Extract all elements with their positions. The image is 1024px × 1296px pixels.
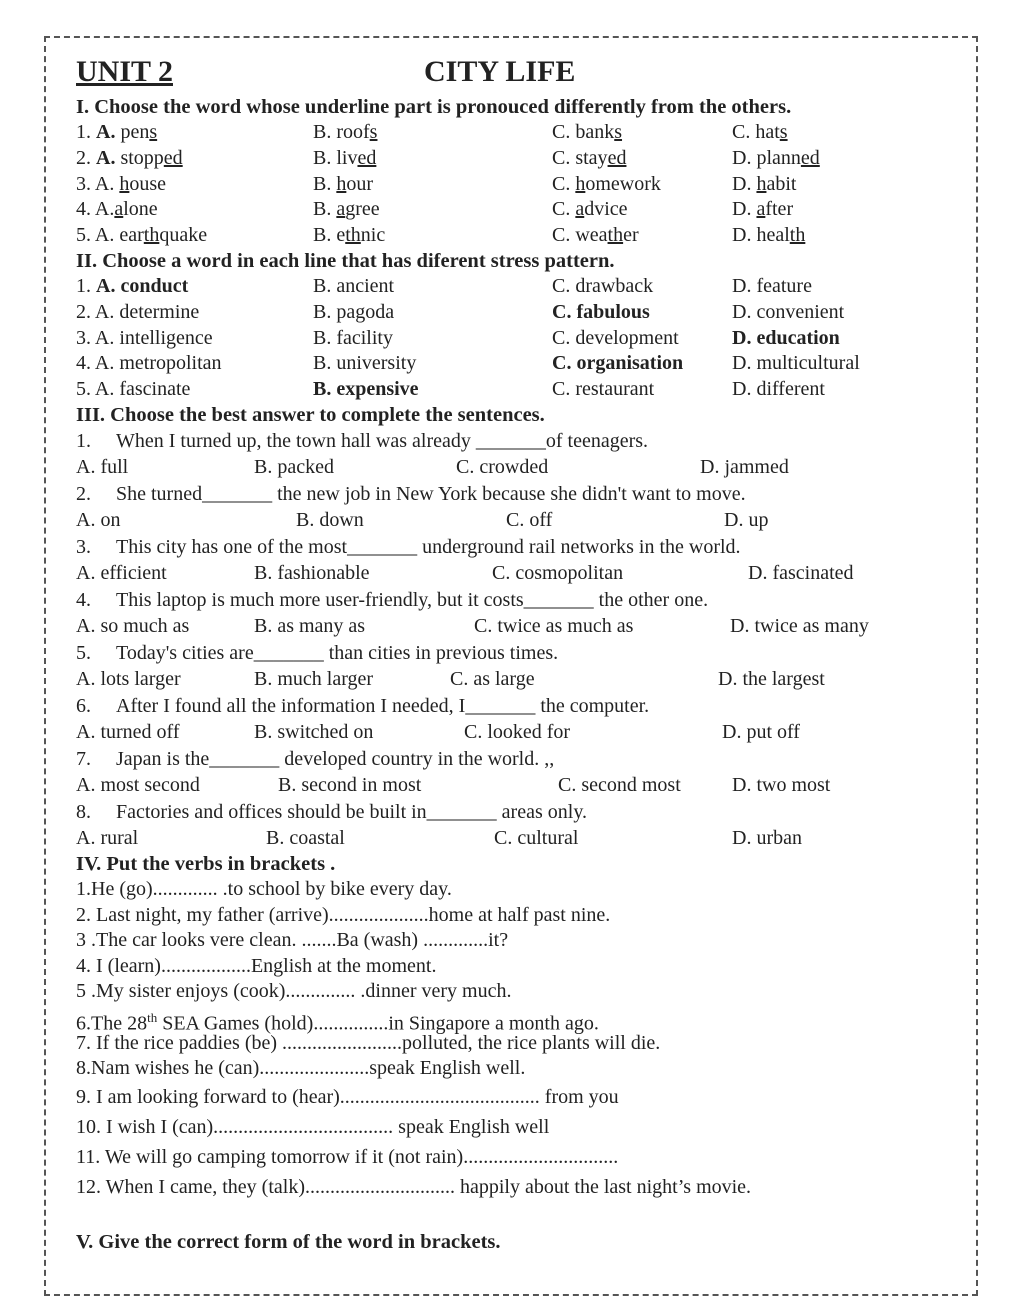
answer-option: B. second in most <box>278 774 422 797</box>
underlined-part: a <box>114 198 124 221</box>
option-label: B. <box>313 121 337 143</box>
verb-exercise-item: 11. We will go camping tomorrow if it (not rain)............................... <box>76 1145 619 1168</box>
option-label: C. <box>552 172 576 195</box>
word-option: C. homework <box>552 172 661 195</box>
answer-option: C. cosmopolitan <box>492 562 624 585</box>
pronunciation-row <box>76 120 966 146</box>
word-option: C. development <box>552 326 679 349</box>
answer-option: A. rural <box>76 827 139 850</box>
underlined-part: h <box>756 172 767 195</box>
answer-option: A. so much as <box>76 615 190 638</box>
option-label: B. <box>313 172 337 195</box>
underlined-part: ed <box>607 146 627 169</box>
stress-row <box>76 351 966 377</box>
option-label: D. <box>732 172 757 195</box>
section-4-heading: IV. Put the verbs in brackets . <box>76 852 336 875</box>
answer-option: C. cultural <box>494 827 579 850</box>
answer-options <box>76 772 966 799</box>
word-option <box>552 351 683 377</box>
word-option: B. facility <box>313 326 393 349</box>
question-text: 8. Factories and offices should be built in_______ areas only. <box>76 799 966 826</box>
underlined-part: h <box>575 172 586 195</box>
word-option: C. weather <box>552 224 639 247</box>
word-option: 3. A. intelligence <box>76 326 213 349</box>
bold-answer: C. fabulous <box>552 300 650 323</box>
underlined-part: s <box>369 121 378 143</box>
word-option: B. university <box>313 352 417 375</box>
word-option: C. banks <box>552 121 623 143</box>
stress-row <box>76 377 966 403</box>
option-label: A. <box>94 172 120 195</box>
option-label: D. <box>732 224 757 247</box>
word-option <box>313 377 419 403</box>
underlined-part: s <box>614 121 623 143</box>
worksheet <box>76 55 966 1255</box>
stress-row <box>76 326 966 352</box>
word-option: D. different <box>732 378 825 401</box>
option-label: A. <box>94 198 115 221</box>
question-text: 2. She turned_______ the new job in New York because she didn't want to move. <box>76 481 966 508</box>
word-option: B. pagoda <box>313 300 395 323</box>
answer-options <box>76 825 966 852</box>
question-text: 3. This city has one of the most_______ underground rail networks in the world. <box>76 534 966 561</box>
answer-options <box>76 454 966 481</box>
underlined-part: a <box>756 198 766 221</box>
section-2-heading: II. Choose a word in each line that has diferent stress pattern. <box>76 249 615 272</box>
word-option: 5. A. earthquake <box>76 224 208 247</box>
question-number: 2. <box>76 482 91 505</box>
answer-option: C. second most <box>558 774 681 797</box>
underlined-part: ed <box>163 146 183 169</box>
word-option: 2. A. stopped <box>76 146 183 169</box>
underlined-part: s <box>149 121 158 143</box>
answer-option: D. urban <box>732 827 802 850</box>
question-number: 1. <box>76 429 91 452</box>
word-option: 1. A. conduct <box>76 274 189 297</box>
answer-option: B. packed <box>254 456 334 479</box>
answer-option: B. fashionable <box>254 562 370 585</box>
answer-option: A. lots larger <box>76 668 181 691</box>
verb-exercise-item: 1.He (go)............. .to school by bike every day. <box>76 877 452 900</box>
word-option <box>552 300 650 326</box>
answer-option: D. twice as many <box>730 615 869 638</box>
word-option: D. planned <box>732 146 820 169</box>
word-option: D. health <box>732 224 806 247</box>
question-number: 8. <box>76 800 91 823</box>
underlined-part: a <box>575 198 585 221</box>
option-label: A. <box>96 121 121 143</box>
answer-options <box>76 719 966 746</box>
answer-option: D. up <box>724 509 769 532</box>
answer-option: D. fascinated <box>748 562 854 585</box>
section-3-questions <box>76 428 966 852</box>
word-option: C. drawback <box>552 274 654 297</box>
option-label: C. <box>552 198 576 221</box>
answer-option: B. coastal <box>266 827 345 850</box>
question-text: 4. This laptop is much more user-friendly, but it costs_______ the other one. <box>76 587 966 614</box>
underlined-part: th <box>345 224 361 247</box>
answer-option: D. jammed <box>700 456 789 479</box>
verb-exercise-item: 9. I am looking forward to (hear)........................................ from you <box>76 1085 619 1108</box>
word-option: 4. A.alone <box>76 198 158 221</box>
underlined-part: a <box>336 198 346 221</box>
underlined-part: th <box>607 224 624 247</box>
word-option: 4. A. metropolitan <box>76 352 222 375</box>
word-option: D. multicultural <box>732 352 860 375</box>
question-text: 1. When I turned up, the town hall was already _______of teenagers. <box>76 428 966 455</box>
word-option: 2. A. determine <box>76 300 200 323</box>
answer-option: C. off <box>506 509 553 532</box>
question-text: 6. After I found all the information I needed, I_______ the computer. <box>76 693 966 720</box>
pronunciation-row <box>76 223 966 249</box>
answer-option: C. looked for <box>464 721 571 744</box>
question-text: 5. Today's cities are_______ than cities in previous times. <box>76 640 966 667</box>
word-option: 3. A. house <box>76 172 167 195</box>
bold-answer: C. organisation <box>552 352 684 375</box>
section-2-rows <box>76 274 966 403</box>
section-1-rows <box>76 120 966 249</box>
word-option: D. feature <box>732 274 812 297</box>
verb-exercise-item: 2. Last night, my father (arrive)....................home at half past nine. <box>76 903 611 926</box>
underlined-part: ed <box>357 146 377 169</box>
pronunciation-row <box>76 172 966 198</box>
question-number: 6. <box>76 694 91 717</box>
word-option: B. lived <box>313 146 377 169</box>
word-option: D. convenient <box>732 300 845 323</box>
word-option: B. ancient <box>313 274 395 297</box>
section-1-heading: I. Choose the word whose underline part is pronouced differently from the others. <box>76 96 792 118</box>
verb-exercise-item: 7. If the rice paddies (be) ........................polluted, the rice plants will die. <box>76 1031 661 1054</box>
answer-options <box>76 560 966 587</box>
word-option: D. habit <box>732 172 797 195</box>
answer-option: D. the largest <box>718 668 825 691</box>
word-option: 5. A. fascinate <box>76 378 191 401</box>
stress-row <box>76 300 966 326</box>
underlined-part: h <box>336 172 347 195</box>
answer-option: D. two most <box>732 774 831 797</box>
word-option: B. hour <box>313 172 374 195</box>
underlined-part: ed <box>800 146 820 169</box>
underlined-part: h <box>119 172 130 195</box>
underlined-part: s <box>779 121 788 143</box>
word-option: D. after <box>732 198 794 221</box>
word-option: C. advice <box>552 198 628 221</box>
bold-answer: A. conduct <box>96 274 189 297</box>
question-text: 7. Japan is the_______ developed country in the world. ,, <box>76 746 966 773</box>
answer-options <box>76 613 966 640</box>
option-label: D. <box>732 198 757 221</box>
answer-option: A. turned off <box>76 721 180 744</box>
pronunciation-row <box>76 197 966 223</box>
word-option <box>732 326 840 352</box>
answer-option: C. twice as much as <box>474 615 634 638</box>
pronunciation-row <box>76 146 966 172</box>
question-number: 5. <box>76 641 91 664</box>
word-option: B. roofs <box>313 121 378 143</box>
word-option: B. ethnic <box>313 224 386 247</box>
word-option: C. restaurant <box>552 378 655 401</box>
ordinal-suffix: th <box>147 1009 158 1025</box>
answer-options <box>76 507 966 534</box>
verb-exercise-item: 12. When I came, they (talk).............................. happily about the last night’s movie. <box>76 1175 752 1198</box>
answer-option: D. put off <box>722 721 800 744</box>
option-label: C. <box>552 224 576 247</box>
stress-row <box>76 274 966 300</box>
page-title: CITY LIFE <box>424 55 576 88</box>
bold-answer: D. education <box>732 326 840 349</box>
header <box>76 55 966 95</box>
question-number: 7. <box>76 747 91 770</box>
unit-label: UNIT 2 <box>76 55 173 88</box>
answer-option: B. down <box>296 509 364 532</box>
word-option: 1. A. pens <box>76 121 158 143</box>
question-number: 3. <box>76 535 91 558</box>
option-label: A. <box>96 146 121 169</box>
verb-exercise-item: 6.The 28th SEA Games (hold)...............in Singapore a month ago. <box>76 1009 599 1035</box>
word-option: B. agree <box>313 198 380 221</box>
answer-options <box>76 666 966 693</box>
answer-option: B. much larger <box>254 668 374 691</box>
option-label: A. <box>94 224 120 247</box>
answer-option: A. most second <box>76 774 200 797</box>
word-option: C. hats <box>732 121 788 143</box>
answer-option: B. switched on <box>254 721 374 744</box>
option-label: C. <box>552 121 576 143</box>
verb-exercise-item: 4. I (learn)..................English at the moment. <box>76 954 437 977</box>
verb-exercise-item: 10. I wish I (can).................................... speak English well <box>76 1115 550 1138</box>
answer-option: C. crowded <box>456 456 549 479</box>
answer-option: A. full <box>76 456 129 479</box>
bold-answer: B. expensive <box>313 378 419 401</box>
option-label: B. <box>313 198 337 221</box>
answer-option: C. as large <box>450 668 535 691</box>
section-5-heading: V. Give the correct form of the word in brackets. <box>76 1230 501 1253</box>
answer-option: A. on <box>76 509 121 532</box>
word-option: C. stayed <box>552 146 627 169</box>
section-3-heading: III. Choose the best answer to complete the sentences. <box>76 403 545 426</box>
option-label: B. <box>313 224 337 247</box>
verb-exercise-item: 3 .The car looks vere clean. .......Ba (wash) .............it? <box>76 929 509 952</box>
option-label: C. <box>552 146 576 169</box>
question-number: 4. <box>76 588 91 611</box>
verb-exercise-item: 8.Nam wishes he (can)......................speak English well. <box>76 1057 526 1080</box>
option-label: B. <box>313 146 337 169</box>
underlined-part: th <box>789 224 806 247</box>
section-4-items <box>76 877 966 1202</box>
underlined-part: th <box>143 224 160 247</box>
verb-exercise-item: 5 .My sister enjoys (cook).............. .dinner very much. <box>76 980 512 1003</box>
option-label: C. <box>732 121 756 143</box>
option-label: D. <box>732 146 757 169</box>
answer-option: B. as many as <box>254 615 366 638</box>
answer-option: A. efficient <box>76 562 167 585</box>
